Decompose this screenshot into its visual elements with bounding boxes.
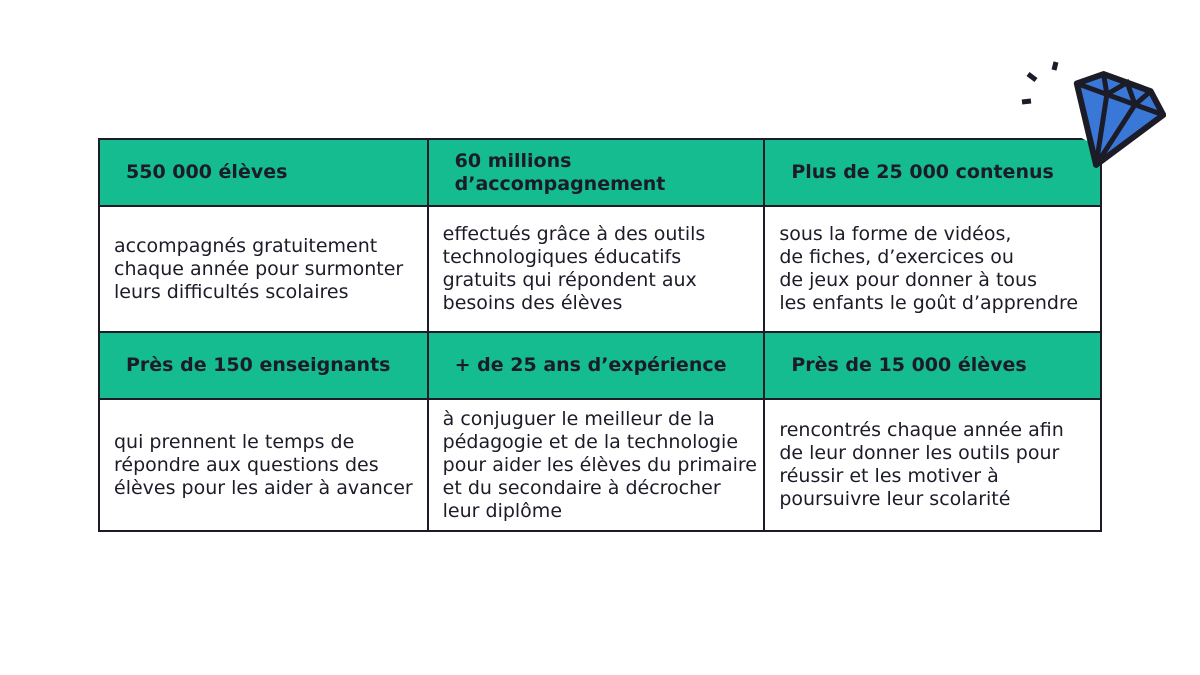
body-row-2 [99, 399, 1101, 531]
stat-description: effectués grâce à des outils technologiques éducatifs gratuits qui répondent aux besoins des élèves [428, 206, 765, 332]
diamond-icon [1016, 56, 1166, 186]
stat-description: rencontrés chaque année afin de leur donner les outils pour réussir et les motiver à poursuivre leur scolarité [764, 399, 1101, 531]
stat-header: Plus de 25 000 contenus [764, 139, 1101, 206]
stats-table [98, 138, 1102, 532]
stat-description: sous la forme de vidéos, de fiches, d’exercices ou de jeux pour donner à tous les enfants le goût d’apprendre [764, 206, 1101, 332]
stat-header: Près de 15 000 élèves [764, 332, 1101, 399]
stat-header: Près de 150 enseignants [99, 332, 428, 399]
stat-header: 60 millions d’accompagnement [428, 139, 765, 206]
stat-header: + de 25 ans d’expérience [428, 332, 765, 399]
stat-description: à conjuguer le meilleur de la pédagogie et de la technologie pour aider les élèves du primaire et du secondaire à décrocher leur diplôme [428, 399, 765, 531]
stat-description: qui prennent le temps de répondre aux questions des élèves pour les aider à avancer [99, 399, 428, 531]
body-row-1 [99, 206, 1101, 332]
stat-description: accompagnés gratuitement chaque année pour surmonter leurs difficultés scolaires [99, 206, 428, 332]
stat-header: 550 000 élèves [99, 139, 428, 206]
header-row-2 [99, 332, 1101, 399]
header-row-1 [99, 139, 1101, 206]
